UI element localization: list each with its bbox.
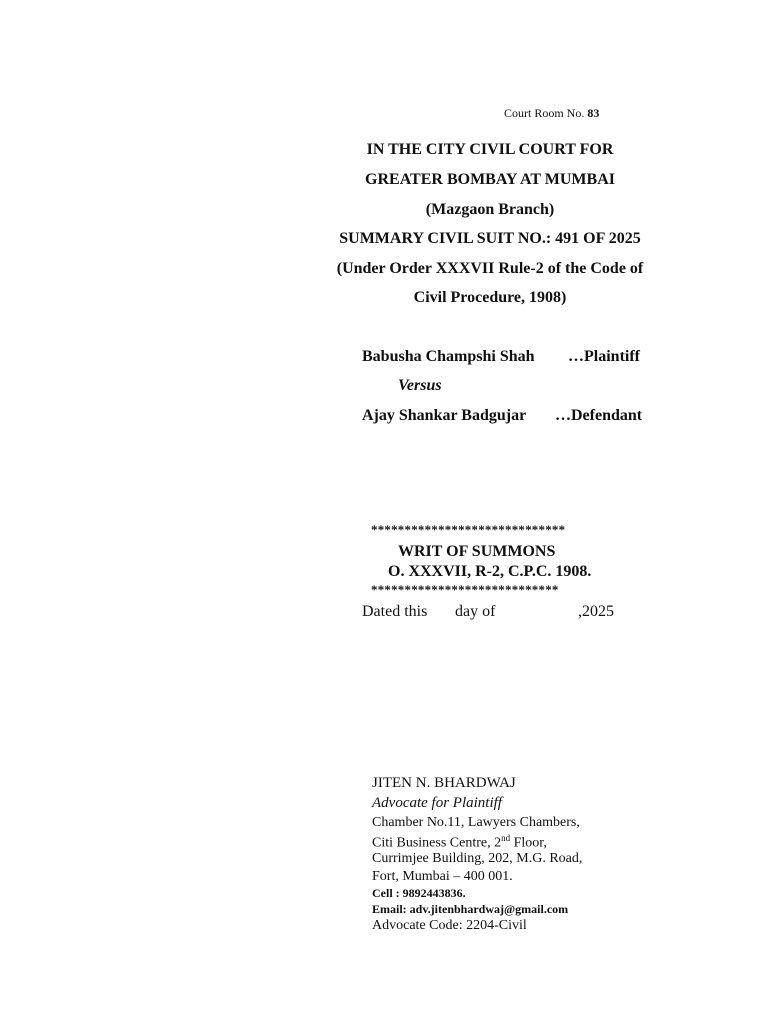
address-line2-superscript: nd xyxy=(501,833,511,843)
advocate-address-line3: Currimjee Building, 202, M.G. Road, xyxy=(372,851,583,866)
court-title-line1: IN THE CITY CIVIL COURT FOR xyxy=(366,141,614,158)
dated-day-of: day of xyxy=(455,603,496,620)
advocate-address-line2 xyxy=(372,833,547,852)
suit-number: SUMMARY CIVIL SUIT NO.: 491 OF 2025 xyxy=(339,230,641,247)
court-room-number xyxy=(504,106,599,121)
advocate-address-line1: Chamber No.11, Lawyers Chambers, xyxy=(372,815,580,830)
advocate-cell: Cell : 9892443836. xyxy=(372,886,466,900)
advocate-role: Advocate for Plaintiff xyxy=(372,795,502,811)
dated-year: ,2025 xyxy=(578,603,614,620)
court-branch: (Mazgaon Branch) xyxy=(425,201,555,218)
defendant-name: Ajay Shankar Badgujar xyxy=(362,407,527,424)
versus-label: Versus xyxy=(398,377,442,394)
suit-order-line2: Civil Procedure, 1908) xyxy=(413,289,567,306)
writ-order: O. XXXVII, R-2, C.P.C. 1908. xyxy=(388,563,592,580)
court-room-label: Court Room No. xyxy=(504,106,585,120)
court-room-value: 83 xyxy=(587,106,600,120)
stars-divider-bottom: **************************** xyxy=(371,582,559,597)
address-line2-text: Citi Business Centre, 2 xyxy=(372,835,502,851)
court-title-line2: GREATER BOMBAY AT MUMBAI xyxy=(365,171,615,188)
advocate-address-line4: Fort, Mumbai – 400 001. xyxy=(372,869,513,884)
plaintiff-name: Babusha Champshi Shah xyxy=(362,348,535,365)
dated-prefix: Dated this xyxy=(362,603,428,620)
address-line2-suffix: Floor, xyxy=(510,835,547,851)
plaintiff-role: …Plaintiff xyxy=(568,348,640,365)
defendant-role: …Defendant xyxy=(555,407,643,424)
stars-divider-top: ***************************** xyxy=(371,522,566,537)
writ-title: WRIT OF SUMMONS xyxy=(398,543,556,560)
suit-order-line1: (Under Order XXXVII Rule-2 of the Code of xyxy=(336,260,644,277)
advocate-email: Email: adv.jitenbhardwaj@gmail.com xyxy=(372,902,569,916)
advocate-name: JITEN N. BHARDWAJ xyxy=(372,775,516,791)
advocate-code: Advocate Code: 2204-Civil xyxy=(372,918,527,933)
